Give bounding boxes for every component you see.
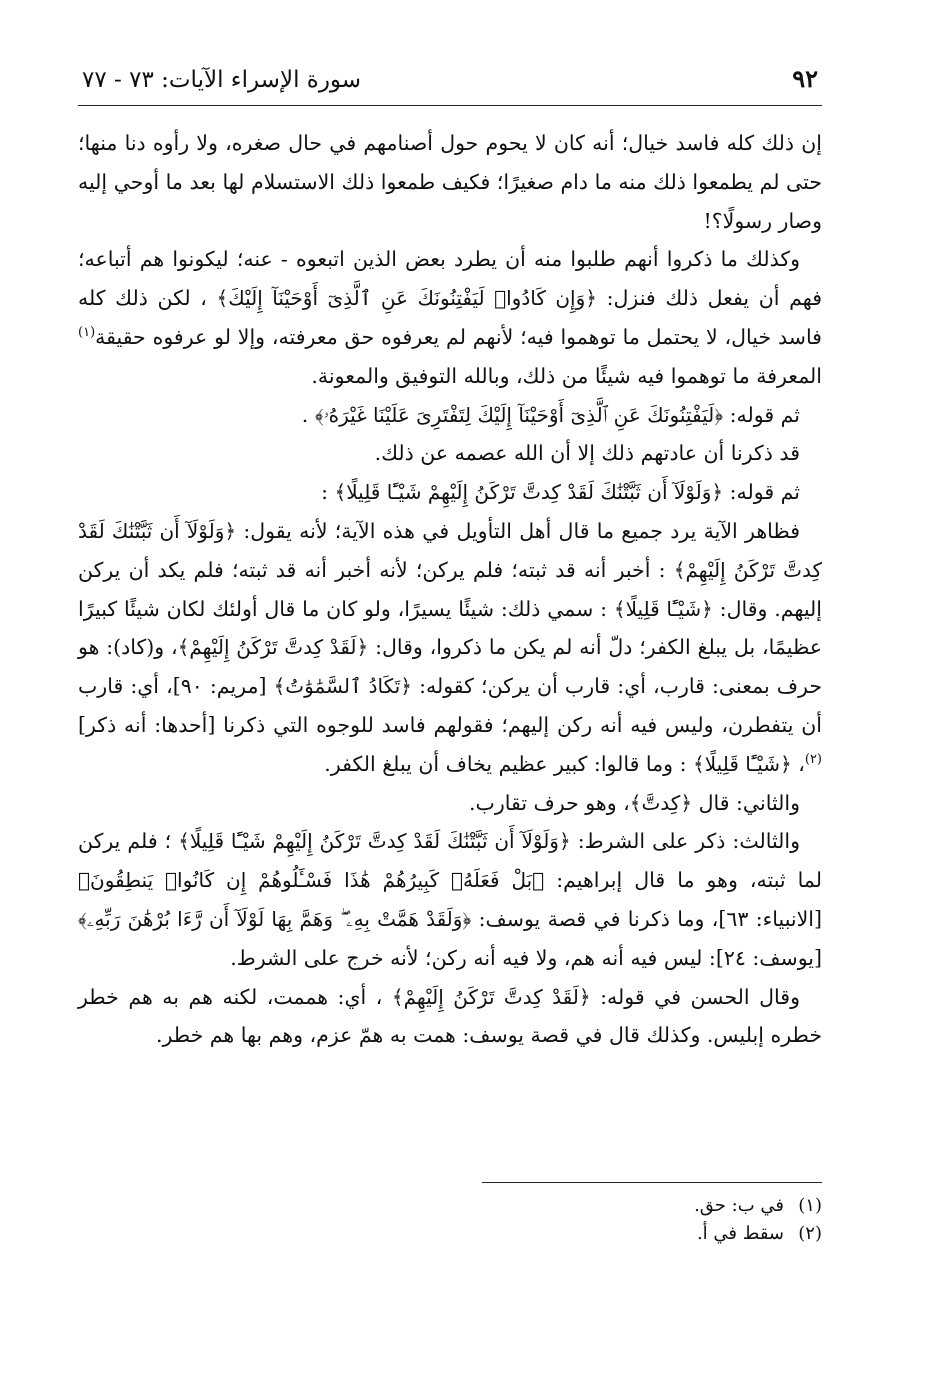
page-number: ٩٢ — [792, 64, 818, 93]
paragraph-text: [مريم: ٩٠]، أي: قارب أن يتفطرن، وليس فيه أنه ركن إليهم؛ فقولهم فاسد للوجوه التي ذكرنا [أحدها: أنه ذكر] — [78, 674, 822, 737]
quran-verse: ﴿بَلْ فَعَلَهُۥ كَبِيرُهُمْ هَٰذَا فَسْـَٔلُوهُمْ إِن كَانُوا۟ يَنطِقُونَ﴾ — [78, 868, 545, 893]
quran-verse: ﴿وَلَوْلَآ أَن ثَبَّتْنَٰكَ لَقَدْ كِدتَّ تَرْكَنُ إِلَيْهِمْ شَيْـًٔا قَلِيلًا﴾ — [334, 480, 724, 505]
paragraph-1 — [78, 124, 822, 240]
footnote-ref[interactable]: (١) — [78, 325, 96, 341]
paragraph-text: : — [321, 480, 335, 505]
paragraph-4 — [78, 434, 822, 473]
paragraph-text: ثم قوله: — [723, 480, 800, 505]
footnote-2 — [122, 1220, 822, 1248]
paragraph-text: قد ذكرنا أن عادتهم ذلك إلا أن الله عصمه عن ذلك. — [374, 441, 800, 466]
book-page — [78, 58, 822, 1055]
paragraph-text: . — [301, 402, 315, 427]
footnote-number: (٢) — [798, 1223, 822, 1244]
paragraph-text: ، لكن ذلك كله فاسد خيال، لا يحتمل ما توهموا فيه؛ لأنهم لم يعرفوه حق معرفته، وإلا لو عرفوه حقيقة — [78, 286, 822, 349]
paragraph-3 — [78, 396, 822, 435]
paragraph-text: ، و(كاد): هو حرف بمعنى: قارب، أي: قارب أن يركن؛ كقوله: — [78, 635, 822, 699]
quran-verse: ﴿لَقَدْ كِدتَّ تَرْكَنُ إِلَيْهِمْ﴾ — [391, 984, 591, 1009]
quran-verse: ﴿تَكَادُ ٱلسَّمَٰوَٰتُ﴾ — [273, 674, 412, 699]
paragraph-text: [يوسف: ٢٤]: ليس فيه أنه هم، ولا فيه أنه ركن؛ لأنه خرج على الشرط. — [230, 945, 822, 970]
quran-verse: ﴿وَلَوْلَآ أَن ثَبَّتْنَٰكَ لَقَدْ كِدتَّ تَرْكَنُ إِلَيْهِمْ﴾ — [78, 518, 822, 582]
paragraph-8 — [78, 822, 822, 977]
footnote-ref[interactable]: (٢) — [804, 751, 822, 767]
quran-verse: ﴿شَيْـًٔا قَلِيلًا﴾ — [693, 751, 792, 776]
paragraph-text: : أخبر أنه قد ثبته؛ فلم يركن؛ لأنه أخبر أنه قد ثبته؛ فلم يكد أن يركن إليهم. وقال: — [78, 557, 822, 621]
running-header — [78, 58, 822, 106]
paragraph-text: ، وهو حرف تقارب. — [469, 790, 630, 815]
paragraph-text: والثالث: ذكر على الشرط: — [570, 829, 800, 854]
paragraph-text: المعرفة ما توهموا فيه شيئًا من ذلك، وبالله التوفيق والمعونة. — [311, 363, 822, 388]
paragraph-7 — [78, 784, 822, 823]
paragraph-5 — [78, 473, 822, 512]
footnote-text: سقط في أ. — [696, 1223, 784, 1244]
quran-verse: ﴿لَيَفْتِنُونَكَ عَنِ ٱلَّذِىٓ أَوْحَيْنَآ إِلَيْكَ لِتَفْتَرِىَ عَلَيْنَا غَيْرَهُۥ﴾ — [314, 402, 724, 427]
paragraph-2 — [78, 240, 822, 395]
paragraph-text: ؛ فلم يركن لما ثبته، وهو ما قال إبراهيم: — [78, 829, 822, 893]
footnote-number: (١) — [798, 1195, 822, 1216]
footnote-separator — [482, 1182, 822, 1183]
paragraph-6 — [78, 512, 822, 784]
quran-verse: ﴿كِدتَّ﴾ — [629, 790, 693, 815]
paragraph-text: [الانبياء: ٦٣]، وما ذكرنا في قصة يوسف: — [471, 906, 822, 931]
paragraph-text: وكذلك ما ذكروا أنهم طلبوا منه أن يطرد بعض الذين اتبعوه - عنه؛ ليكونوا هم أتباعه؛ فهم أن يفعل ذلك فنزل: — [78, 247, 823, 311]
paragraph-text: والثاني: قال — [692, 790, 800, 815]
footnote-1 — [122, 1192, 822, 1220]
quran-verse: ﴿شَيْـًٔا قَلِيلًا﴾ — [613, 596, 713, 621]
body-text — [78, 124, 822, 1055]
paragraph-text: : وما قالوا: كبير عظيم يخاف أن يبلغ الكفر. — [324, 751, 694, 776]
header-title: سورة الإسراء الآيات: ٧٣ - ٧٧ — [82, 67, 362, 93]
quran-verse: ﴿وَلَوْلَآ أَن ثَبَّتْنَٰكَ لَقَدْ كِدتَّ تَرْكَنُ إِلَيْهِمْ شَيْـًٔا قَلِيلًا﴾ — [178, 829, 571, 854]
paragraph-text: إن ذلك كله فاسد خيال؛ أنه كان لا يحوم حول أصنامهم في حال صغره، ولا رأوه دنا منها؛ حتى لم يطمعوا ذلك منه ما دام صغيرًا؛ فكيف طمعوا ذلك الاستسلام لها بعد ما أوحي إليه وصار رسولًا؟! — [78, 131, 822, 233]
paragraph-text: ، أي: هممت، لكنه هم به هم خطر خطره إبليس. وكذلك قال في قصة يوسف: همت به همّ عزم، وهم بها هم خطر. — [78, 984, 822, 1048]
footnote-text: في ب: حق. — [694, 1195, 784, 1216]
paragraph-text: وقال الحسن في قوله: — [590, 984, 800, 1009]
quran-verse: ﴿لَقَدْ كِدتَّ تَرْكَنُ إِلَيْهِمْ﴾ — [177, 635, 369, 660]
quran-verse: ﴿وَإِن كَادُوا۟ لَيَفْتِنُونَكَ عَنِ ٱلَّذِىٓ أَوْحَيْنَآ إِلَيْكَ﴾ — [216, 286, 597, 311]
footnotes — [122, 1192, 822, 1248]
paragraph-text: ثم قوله: — [723, 402, 800, 427]
paragraph-text: ، — [791, 751, 805, 776]
paragraph-9 — [78, 978, 822, 1056]
quran-verse: ﴿وَلَقَدْ هَمَّتْ بِهِۦ ۖ وَهَمَّ بِهَا لَوْلَآ أَن رَّءَا بُرْهَٰنَ رَبِّهِۦ﴾ — [78, 906, 472, 931]
paragraph-text: : سمي ذلك: شيئًا يسيرًا، ولو كان ما قال أولئك لكان شيئًا كبيرًا عظيمًا، بل يبلغ الكفر؛ دلّ أنه لم يكن ما ذكروا، وقال: — [78, 596, 822, 660]
paragraph-text: فظاهر الآية يرد جميع ما قال أهل التأويل في هذه الآية؛ لأنه يقول: — [236, 518, 800, 543]
